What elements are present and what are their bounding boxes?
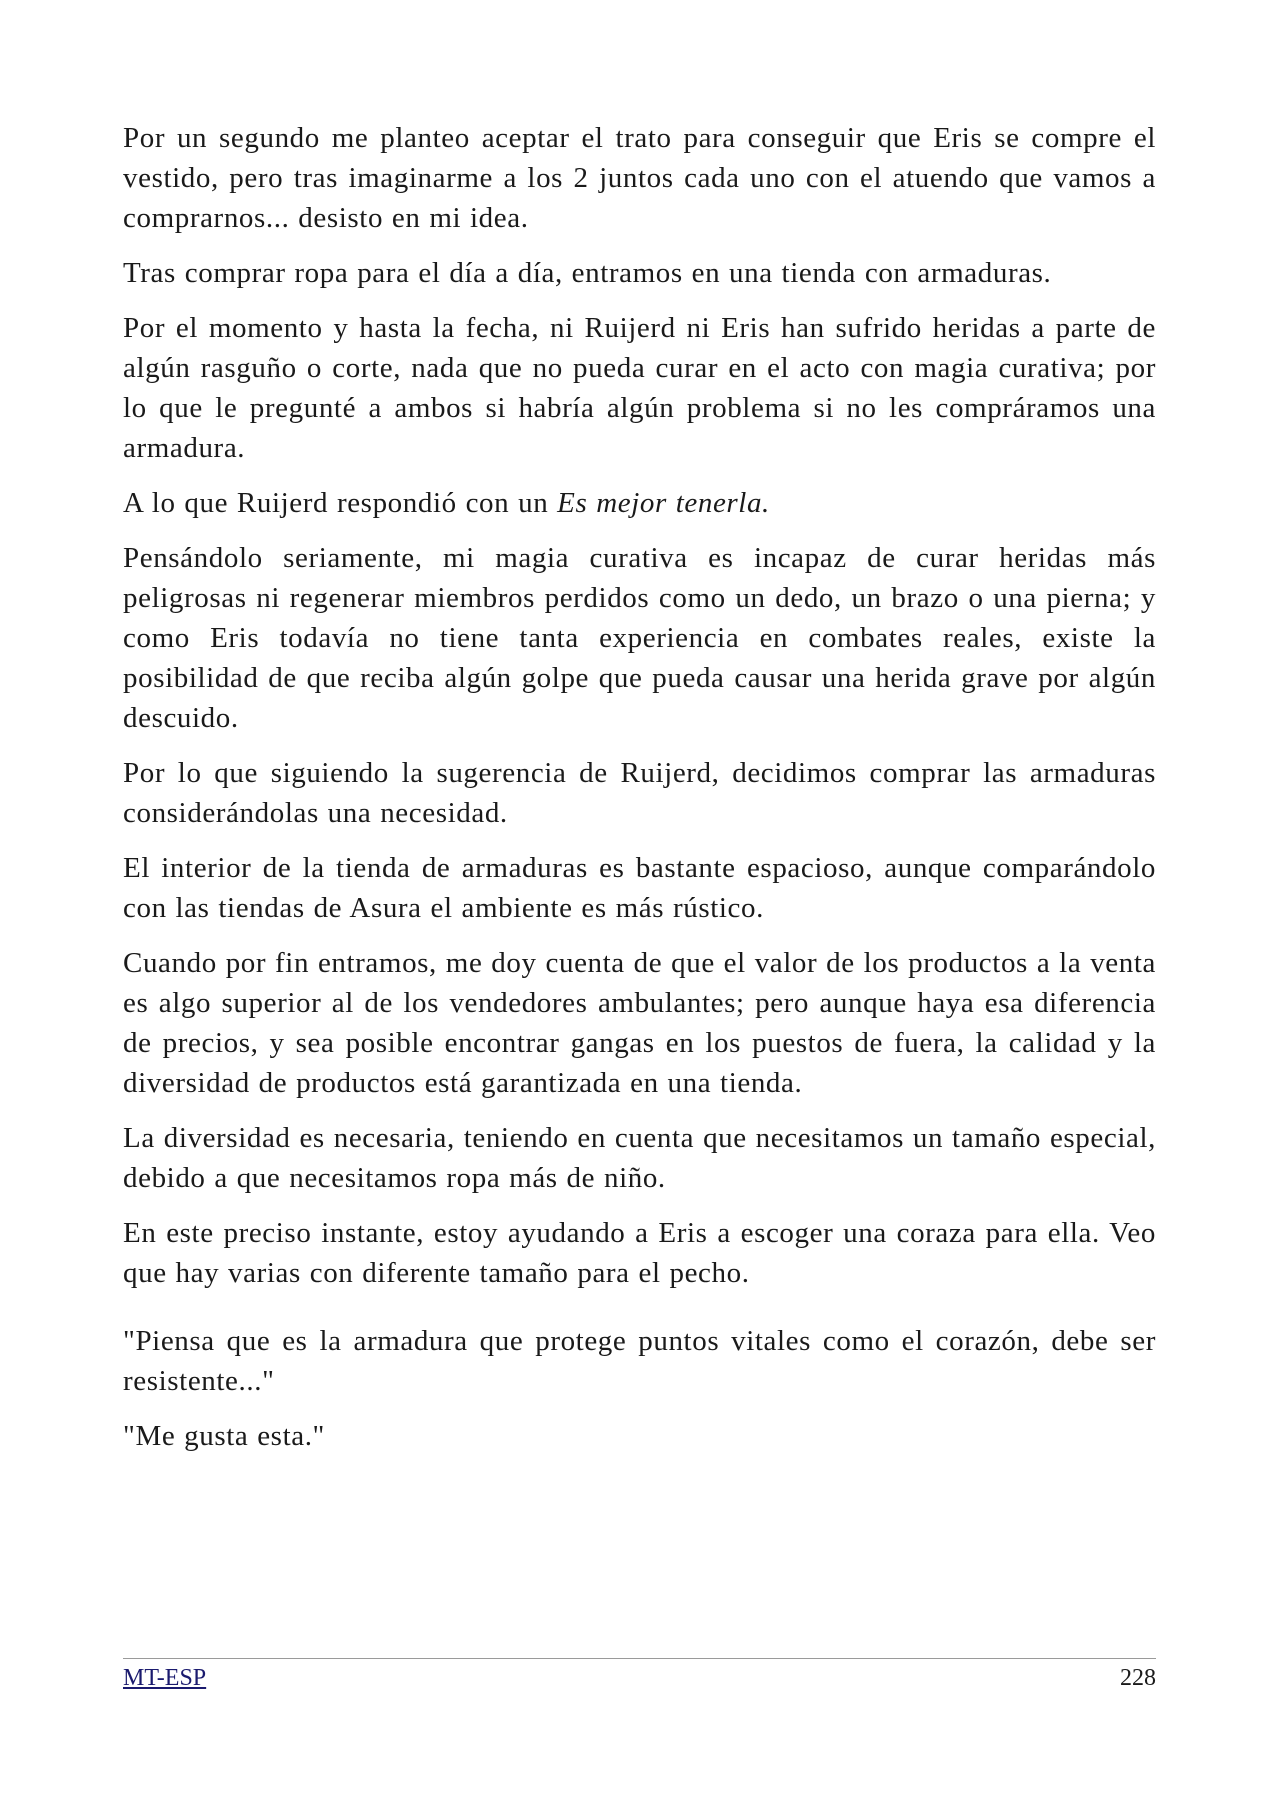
footer-brand-link[interactable]: MT-ESP xyxy=(123,1665,207,1691)
page-body xyxy=(123,118,1156,1471)
paragraph: La diversidad es necesaria, teniendo en cuenta que necesitamos un tamaño especial, debido a que necesitamos ropa más de niño. xyxy=(123,1122,1156,1194)
paragraph: Cuando por fin entramos, me doy cuenta de que el valor de los productos a la venta es algo superior al de los vendedores ambulantes; pero aunque haya esa diferencia de precios, y sea posible encontrar gangas en los puestos de fuera, la calidad y la diversidad de productos está garantizada en una tienda. xyxy=(123,947,1156,1099)
paragraph-text: A lo que Ruijerd respondió con un xyxy=(123,487,558,519)
paragraph: El interior de la tienda de armaduras es bastante espacioso, aunque comparándolo con las tiendas de Asura el ambiente es más rústico. xyxy=(123,852,1156,924)
paragraph: Por el momento y hasta la fecha, ni Ruijerd ni Eris han sufrido heridas a parte de algún rasguño o corte, nada que no pueda curar en el acto con magia curativa; por lo que le pregunté a ambos si habría algún problema si no les compráramos una armadura. xyxy=(123,312,1156,464)
paragraph: Por un segundo me planteo aceptar el trato para conseguir que Eris se compre el vestido, pero tras imaginarme a los 2 juntos cada uno con el atuendo que vamos a comprarnos... desisto en mi idea. xyxy=(123,122,1156,234)
dialogue-line: "Piensa que es la armadura que protege puntos vitales como el corazón, debe ser resistente..." xyxy=(123,1325,1156,1397)
page-footer xyxy=(123,1658,1156,1693)
italic-quote: Es mejor tenerla. xyxy=(557,487,770,519)
dialogue-line: "Me gusta esta." xyxy=(123,1420,325,1452)
paragraph: Tras comprar ropa para el día a día, entramos en una tienda con armaduras. xyxy=(123,257,1052,289)
paragraph-with-italic xyxy=(123,483,1156,523)
paragraph: Pensándolo seriamente, mi magia curativa es incapaz de curar heridas más peligrosas ni regenerar miembros perdidos como un dedo, un brazo o una pierna; y como Eris todavía no tiene tanta experiencia en combates reales, existe la posibilidad de que reciba algún golpe que pueda causar una herida grave por algún descuido. xyxy=(123,542,1156,734)
page-number: 228 xyxy=(1120,1665,1156,1691)
paragraph: En este preciso instante, estoy ayudando a Eris a escoger una coraza para ella. Veo que hay varias con diferente tamaño para el pecho. xyxy=(123,1217,1156,1289)
paragraph: Por lo que siguiendo la sugerencia de Ruijerd, decidimos comprar las armaduras considerándolas una necesidad. xyxy=(123,757,1156,829)
